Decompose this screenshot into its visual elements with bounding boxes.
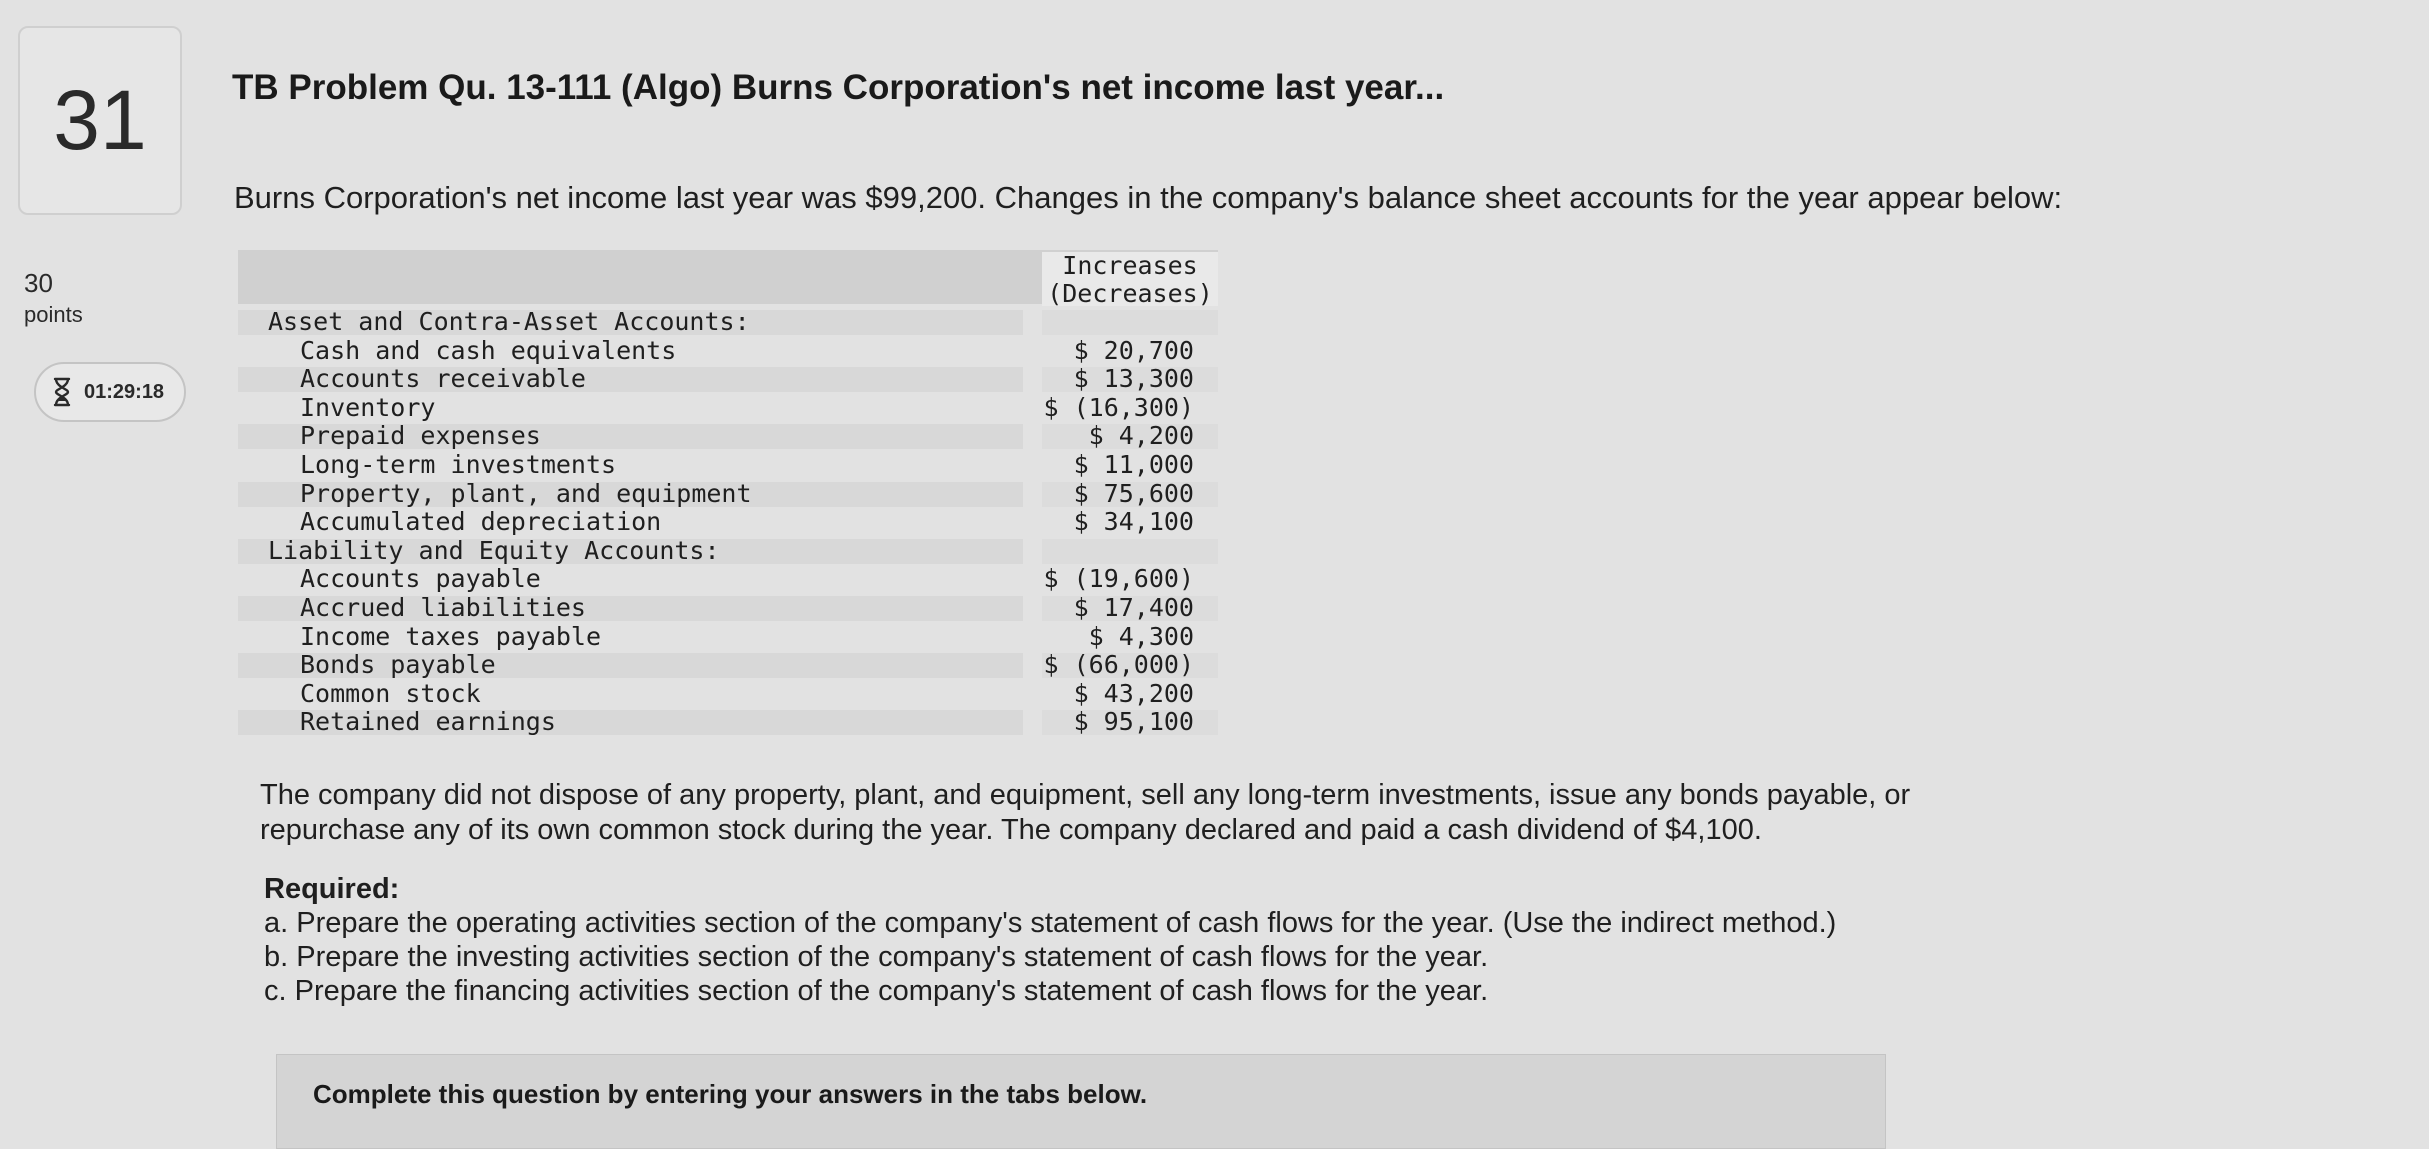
table-row [238, 422, 1218, 451]
question-intro: Burns Corporation's net income last year was $99,200. Changes in the company's balance sheet accounts for the year appear below: [234, 180, 2063, 215]
row-value: $ 43,200 [1073, 678, 1194, 708]
timer-badge[interactable] [34, 362, 186, 422]
row-value: $ 34,100 [1073, 507, 1194, 537]
points-value: 30 [24, 268, 53, 298]
required-item-c: c. Prepare the financing activities section of the company's statement of cash flows for the year. [264, 975, 1489, 1007]
row-value: $ 13,300 [1073, 364, 1194, 394]
row-label: Prepaid expenses [300, 421, 541, 451]
table-row [238, 623, 1218, 652]
row-value: $ 11,000 [1073, 449, 1194, 479]
column-header-line1: Increases [1062, 251, 1198, 280]
question-number: 31 [53, 73, 147, 167]
table-row [238, 708, 1218, 737]
row-label: Bonds payable [300, 650, 496, 680]
row-label: Long-term investments [300, 449, 617, 479]
table-row [238, 394, 1218, 423]
table-row [238, 337, 1218, 366]
required-item-b: b. Prepare the investing activities section of the company's statement of cash flows for the year. [264, 941, 1489, 973]
row-value: $ 4,200 [1088, 421, 1194, 451]
table-row [238, 508, 1218, 537]
problem-details-paragraph: The company did not dispose of any property, plant, and equipment, sell any long-term investments, issue any bonds payable, or repurchase any of its own common stock during the year. The company declared and paid a cash dividend of $4,100. [260, 779, 1911, 846]
row-value: $ (19,600) [1043, 564, 1194, 594]
required-section [264, 872, 1836, 1008]
column-header-line2: (Decreases) [1047, 279, 1213, 308]
question-title: TB Problem Qu. 13-111 (Algo) Burns Corporation's net income last year... [232, 68, 1445, 107]
row-label: Cash and cash equivalents [300, 335, 677, 365]
table-row [238, 451, 1218, 480]
row-value: $ 95,100 [1073, 707, 1194, 737]
row-label: Accounts receivable [300, 364, 586, 394]
row-value: $ 4,300 [1088, 621, 1194, 651]
row-label: Accrued liabilities [300, 592, 586, 622]
row-label: Common stock [300, 678, 481, 708]
table-row [238, 480, 1218, 509]
question-sidebar [0, 0, 200, 1149]
table-row-section [238, 308, 1218, 337]
row-label: Retained earnings [300, 707, 556, 737]
hourglass-icon [52, 377, 72, 407]
table-row [238, 594, 1218, 623]
tabs-instruction: Complete this question by entering your answers in the tabs below. [313, 1079, 1148, 1109]
question-number-box [18, 26, 182, 215]
row-label: Asset and Contra-Asset Accounts: [268, 307, 750, 336]
row-label: Inventory [300, 392, 436, 422]
row-label: Accumulated depreciation [300, 507, 662, 537]
row-value: $ 75,600 [1073, 478, 1194, 508]
row-value: $ (16,300) [1043, 392, 1194, 422]
table-row [238, 680, 1218, 709]
required-item-a: a. Prepare the operating activities section of the company's statement of cash flows for the year. (Use the indirect method.) [264, 907, 1837, 939]
table-row [238, 365, 1218, 394]
table-header [238, 246, 1218, 308]
column-header-increases [1042, 252, 1218, 306]
row-label: Accounts payable [300, 564, 541, 594]
timer-text: 01:29:18 [84, 380, 165, 403]
row-label: Property, plant, and equipment [300, 478, 752, 508]
row-value: $ 20,700 [1073, 335, 1194, 365]
row-value: $ (66,000) [1043, 650, 1194, 680]
row-label: Liability and Equity Accounts: [268, 535, 720, 565]
row-label: Income taxes payable [300, 621, 602, 651]
table-row-section [238, 537, 1218, 566]
table-row [238, 565, 1218, 594]
table-row [238, 651, 1218, 680]
required-heading: Required: [264, 873, 400, 905]
points-label: points [24, 302, 83, 327]
row-value: $ 17,400 [1073, 592, 1194, 622]
balance-sheet-changes-table [238, 246, 1218, 737]
answer-tabs-panel [276, 1054, 1886, 1149]
